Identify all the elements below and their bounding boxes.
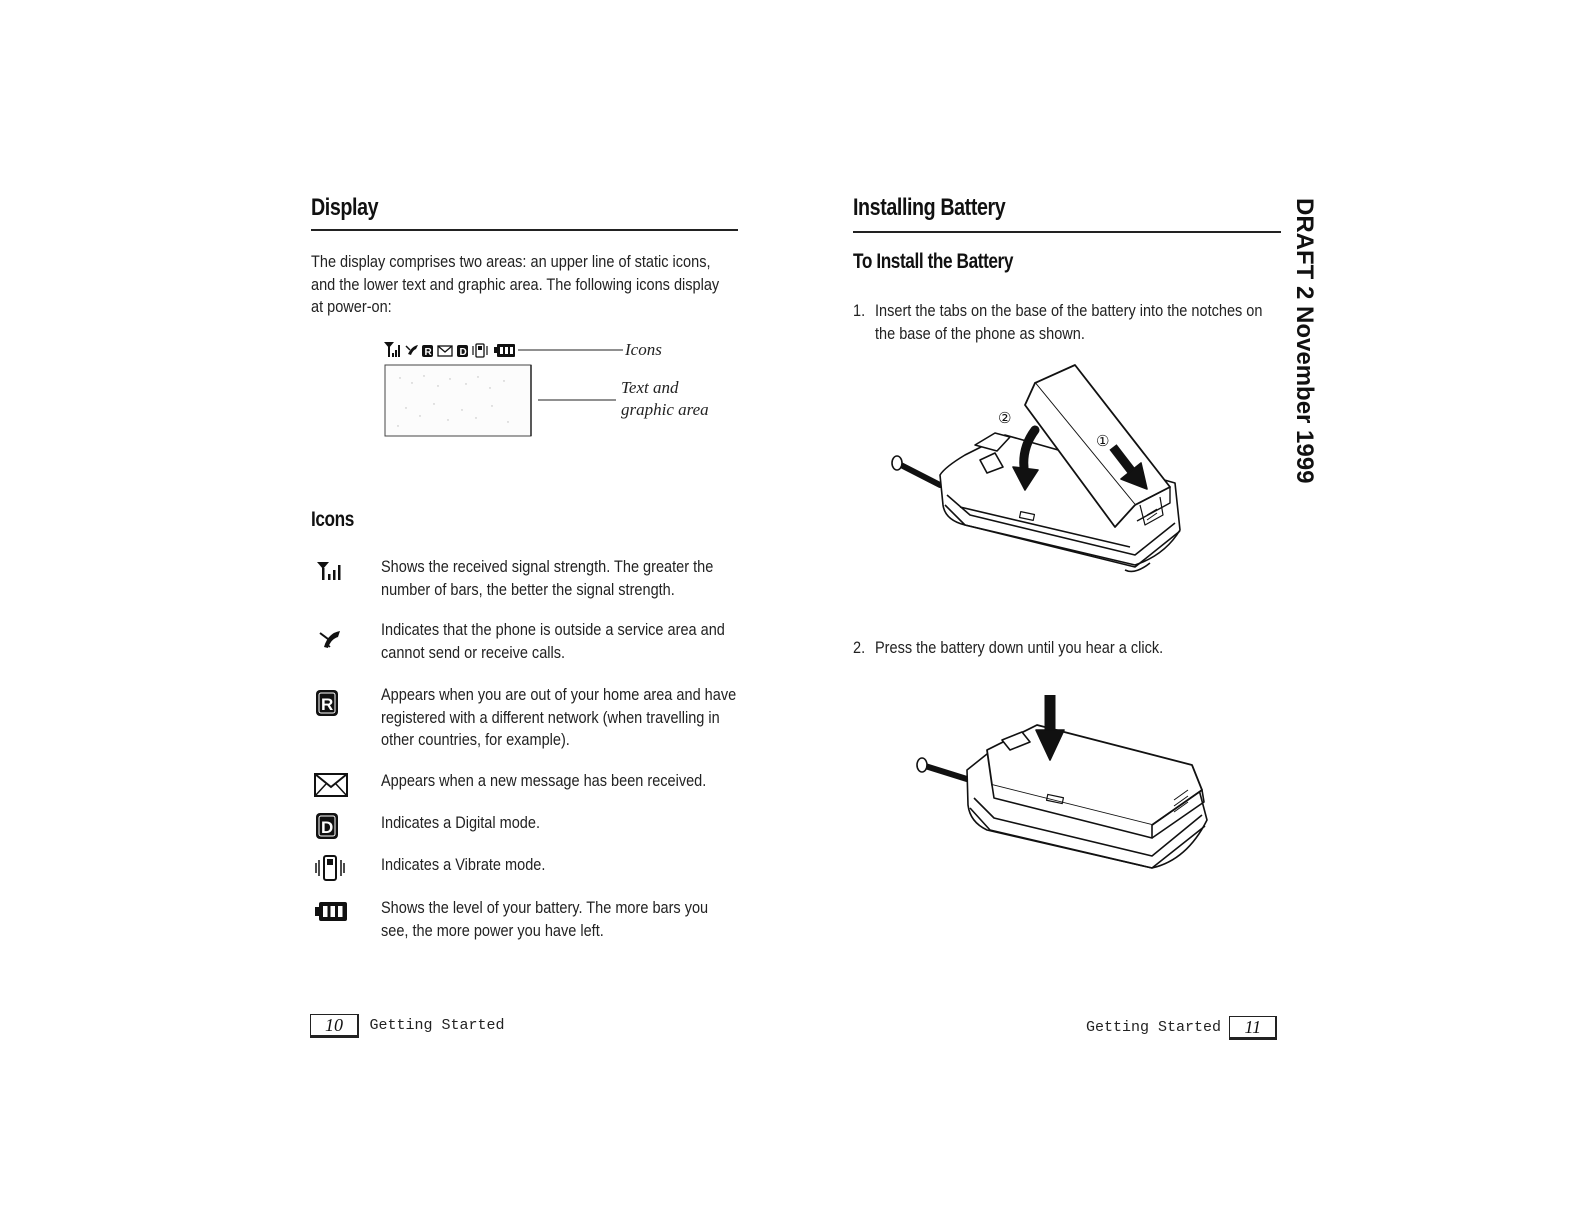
vibrate-mode-description: Indicates a Vibrate mode. — [381, 856, 546, 874]
display-heading: Display — [311, 194, 379, 221]
footer-section-right: Getting Started — [1086, 1019, 1222, 1036]
callout-1: ① — [1096, 432, 1110, 450]
text-area-label-line2: graphic area — [621, 400, 709, 419]
svg-text:R: R — [321, 695, 334, 714]
display-heading-rule — [311, 229, 738, 231]
left-footer — [310, 1014, 504, 1040]
battery-insert-illustration — [885, 355, 1195, 585]
message-envelope-icon — [312, 769, 352, 803]
no-service-description: Indicates that the phone is outside a service area and cannot send or receive calls. — [381, 621, 725, 662]
signal-strength-icon — [312, 556, 352, 590]
page-number-left: 10 — [310, 1014, 359, 1038]
svg-text:D: D — [321, 818, 334, 837]
digital-mode-icon — [312, 810, 352, 844]
text-area-label-line1: Text and — [621, 378, 679, 397]
callout-2: ② — [998, 409, 1012, 427]
digital-mode-description: Indicates a Digital mode. — [381, 814, 541, 832]
battery-press-illustration — [912, 690, 1222, 880]
roaming-description: Appears when you are out of your home area and have registered with a different network (when travelling in other countries, for example). — [381, 686, 737, 749]
status-icon-strip — [384, 342, 515, 358]
step-1-number: 1. — [853, 302, 866, 320]
no-service-icon — [312, 621, 352, 655]
installing-battery-rule — [853, 231, 1281, 233]
install-battery-subheading: To Install the Battery — [853, 250, 1014, 273]
svg-text:D: D — [459, 347, 467, 358]
display-intro: The display comprises two areas: an upper line of static icons, and the lower text and graphic area. The following icons display at power-on: — [311, 253, 720, 316]
draft-watermark: DRAFT 2 November 1999 — [1291, 198, 1318, 484]
footer-section-left: Getting Started — [369, 1017, 505, 1034]
installing-battery-heading: Installing Battery — [853, 194, 1006, 221]
step-2-text: Press the battery down until you hear a click. — [875, 639, 1164, 657]
icons-heading: Icons — [311, 508, 354, 531]
step-2-number: 2. — [853, 639, 866, 657]
vibrate-mode-icon — [312, 852, 352, 886]
right-footer — [1086, 1016, 1277, 1042]
battery-level-description: Shows the level of your battery. The more bars you see, the more power you have left. — [381, 899, 709, 940]
roaming-icon — [312, 687, 352, 721]
step-1-text: Insert the tabs on the base of the battery into the notches on the base of the phone as shown. — [875, 302, 1263, 343]
message-description: Appears when a new message has been received. — [381, 772, 707, 790]
svg-text:R: R — [424, 347, 432, 358]
page-number-right: 11 — [1229, 1016, 1277, 1040]
battery-level-icon — [312, 896, 352, 930]
signal-strength-description: Shows the received signal strength. The greater the number of bars, the better the signal strength. — [381, 558, 714, 599]
icons-label: Icons — [625, 340, 662, 359]
